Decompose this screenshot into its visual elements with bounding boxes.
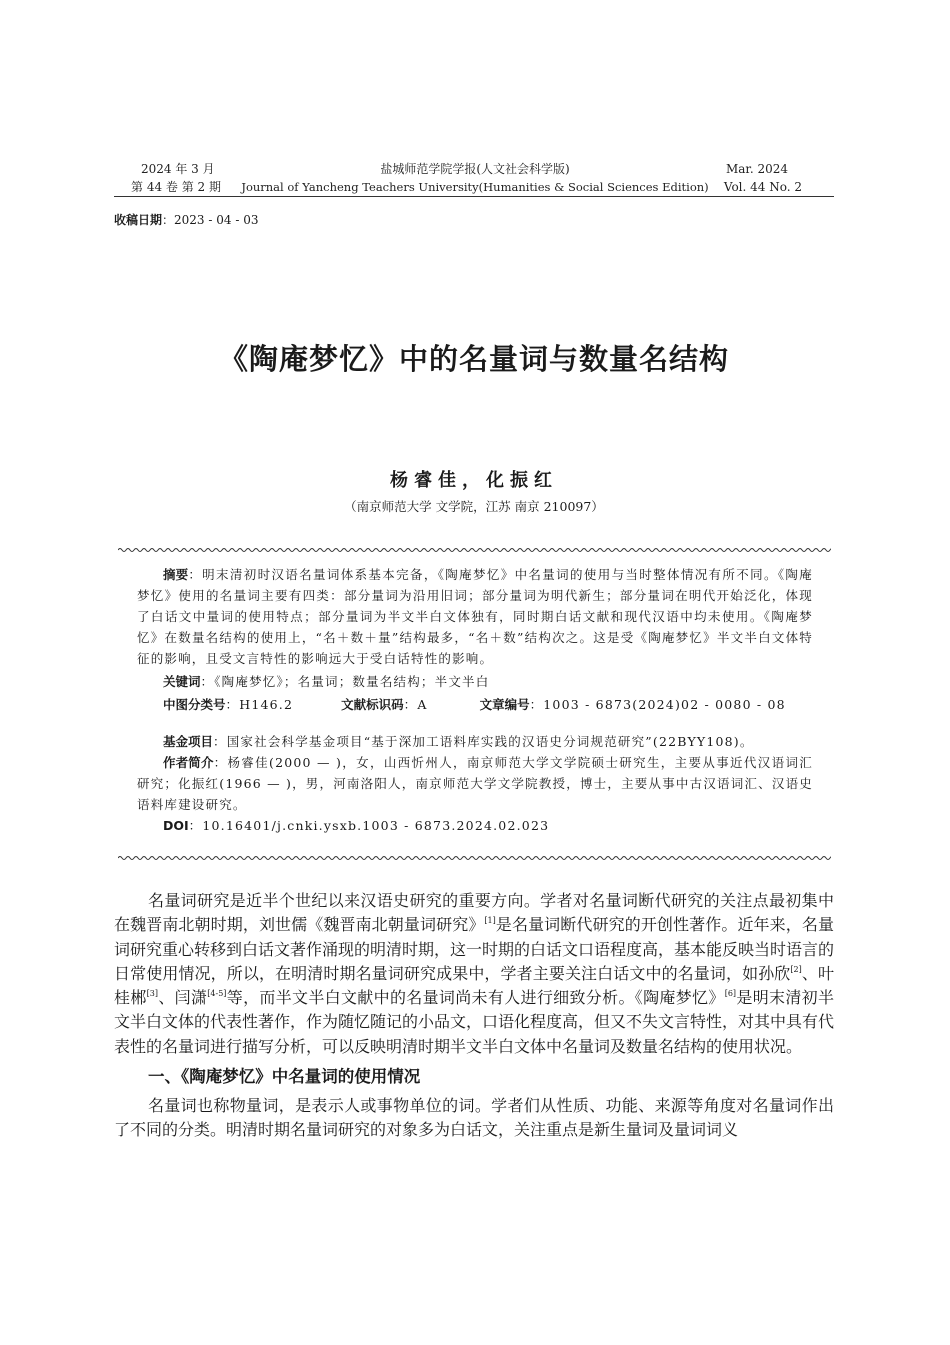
abstract-top-divider xyxy=(118,546,831,554)
header-volume: 第 44 卷 第 2 期 xyxy=(131,180,221,194)
body-text-segment: 、叶桂郴 xyxy=(114,963,834,1008)
fund-project xyxy=(137,731,813,752)
header-journal-cn: 盐城师范学院学报(人文社会科学版) xyxy=(380,162,570,176)
body-text-segment: 是明末清初半文半白文体的代表性著作，作为随忆随记的小品文，口语化程度高，但又不失文言特性，对其中具有代表性的名量词进行描写分析，可以反映明清时期半文半白文体中名量词及数量名结构的使用状况。 xyxy=(114,988,835,1056)
fund-text: ：国家社会科学基金项目“基于深加工语料库实践的汉语史分词规范研究”(22BYY108)。 xyxy=(213,734,754,749)
body-text-segment: 名量词研究是近半个世纪以来汉语史研究的重要方向。学者对名量词断代研究的关注点最初集中在魏晋南北朝时期，刘世儒《魏晋南北朝量词研究》 xyxy=(114,891,834,935)
header-journal xyxy=(230,161,720,195)
author-affiliation: （南京师范大学 文学院，江苏 南京 210097） xyxy=(344,499,604,514)
classification-line xyxy=(137,694,813,715)
clc-label: 中图分类号 xyxy=(163,697,226,712)
received-date xyxy=(114,211,258,228)
article-number-value: ：1003 - 6873(2024)02 - 0080 - 08 xyxy=(529,697,786,712)
abstract-block xyxy=(137,564,813,836)
header-journal-en: Journal of Yancheng Teachers University(Humanities & Social Sciences Edition) xyxy=(241,180,709,194)
header-month-en: Mar. 2024 xyxy=(725,162,788,176)
body-paragraph-1 xyxy=(114,889,834,1059)
keywords xyxy=(137,671,813,692)
section-heading-1: 一、《陶庵梦忆》中名量词的使用情况 xyxy=(148,1067,421,1087)
doc-code-value: ：A xyxy=(403,697,428,712)
body-text-segment: 、闫潇 xyxy=(158,988,208,1008)
citation-ref[interactable]: [3] xyxy=(146,989,158,999)
header-rule xyxy=(114,196,834,197)
doi-text: ：10.16401/j.cnki.ysxb.1003 - 6873.2024.02.023 xyxy=(188,818,550,833)
abstract-text: ：明末清初时汉语名量词体系基本完备，《陶庵梦忆》中名量词的使用与当时整体情况有所不同。《陶庵梦忆》使用的名量词主要有四类：部分量词为沿用旧词；部分量词为明代新生；部分量词在明代开始泛化，体现了白话文中量词的使用特点；部分量词为半文半白文体独有，同时期白话文献和现代汉语中均未使用。《陶庵梦忆》在数量名结构的使用上，“名＋数＋量”结构最多，“名＋数”结构次之。这是受《陶庵梦忆》半文半白文体特征的影响，且受文言特性的影响远大于受白话特性的影响。 xyxy=(137,567,813,666)
article-title: 《陶庵梦忆》中的名量词与数量名结构 xyxy=(218,342,729,376)
author-bio xyxy=(137,752,813,815)
abstract-bottom-divider xyxy=(118,854,831,862)
author-bio-text: ：杨睿佳(2000 — )，女，山西忻州人，南京师范大学文学院硕士研究生，主要从事近代汉语词汇研究；化振红(1966 — )，男，河南洛阳人，南京师范大学文学院教授，博士，主要从事中古汉语词汇、汉语史语料库建设研究。 xyxy=(137,755,813,812)
header-issue-en xyxy=(700,161,802,195)
citation-ref[interactable]: [2] xyxy=(790,964,802,974)
header-date: 2024 年 3 月 xyxy=(141,162,215,176)
body-text-segment: 等，而半文半白文献中的名量词尚未有人进行细致分析。《陶庵梦忆》 xyxy=(226,988,725,1008)
clc-value: ：H146.2 xyxy=(225,697,294,712)
abstract xyxy=(137,564,813,669)
article-body xyxy=(114,889,834,1143)
article-authors: 杨睿佳，化振红 xyxy=(390,470,558,491)
fund-label: 基金项目 xyxy=(163,734,214,749)
doc-code-label: 文献标识码 xyxy=(341,697,404,712)
received-value: ：2023 - 04 - 03 xyxy=(162,213,259,227)
body-paragraph-2: 名量词也称物量词，是表示人或事物单位的词。学者们从性质、功能、来源等角度对名量词作出了不同的分类。明清时期名量词研究的对象多为白话文，关注重点是新生量词及量词词义 xyxy=(114,1096,834,1140)
body-text-segment: 是名量词断代研究的开创性著作。近年来，名量词研究重心转移到白话文著作涌现的明清时期，这一时期的白话文口语程度高，基本能反映当时语言的日常使用情况，所以，在明清时期名量词研究成果中，学者主要关注白话文中的名量词，如孙欣 xyxy=(114,915,835,983)
article-number-label: 文章编号 xyxy=(479,697,530,712)
doi-line xyxy=(137,815,813,836)
citation-ref[interactable]: [6] xyxy=(724,989,737,999)
doi-label: DOI xyxy=(163,818,189,833)
header-volume-en: Vol. 44 No. 2 xyxy=(723,180,802,194)
author-bio-label: 作者简介 xyxy=(163,755,214,770)
citation-ref[interactable]: [1] xyxy=(484,916,496,926)
keywords-label: 关键词 xyxy=(163,674,201,689)
received-label: 收稿日期 xyxy=(114,213,163,227)
keywords-text: ：《陶庵梦忆》；名量词；数量名结构；半文半白 xyxy=(200,674,490,689)
abstract-label: 摘要 xyxy=(163,567,189,582)
citation-ref[interactable]: [4-5] xyxy=(207,989,227,999)
